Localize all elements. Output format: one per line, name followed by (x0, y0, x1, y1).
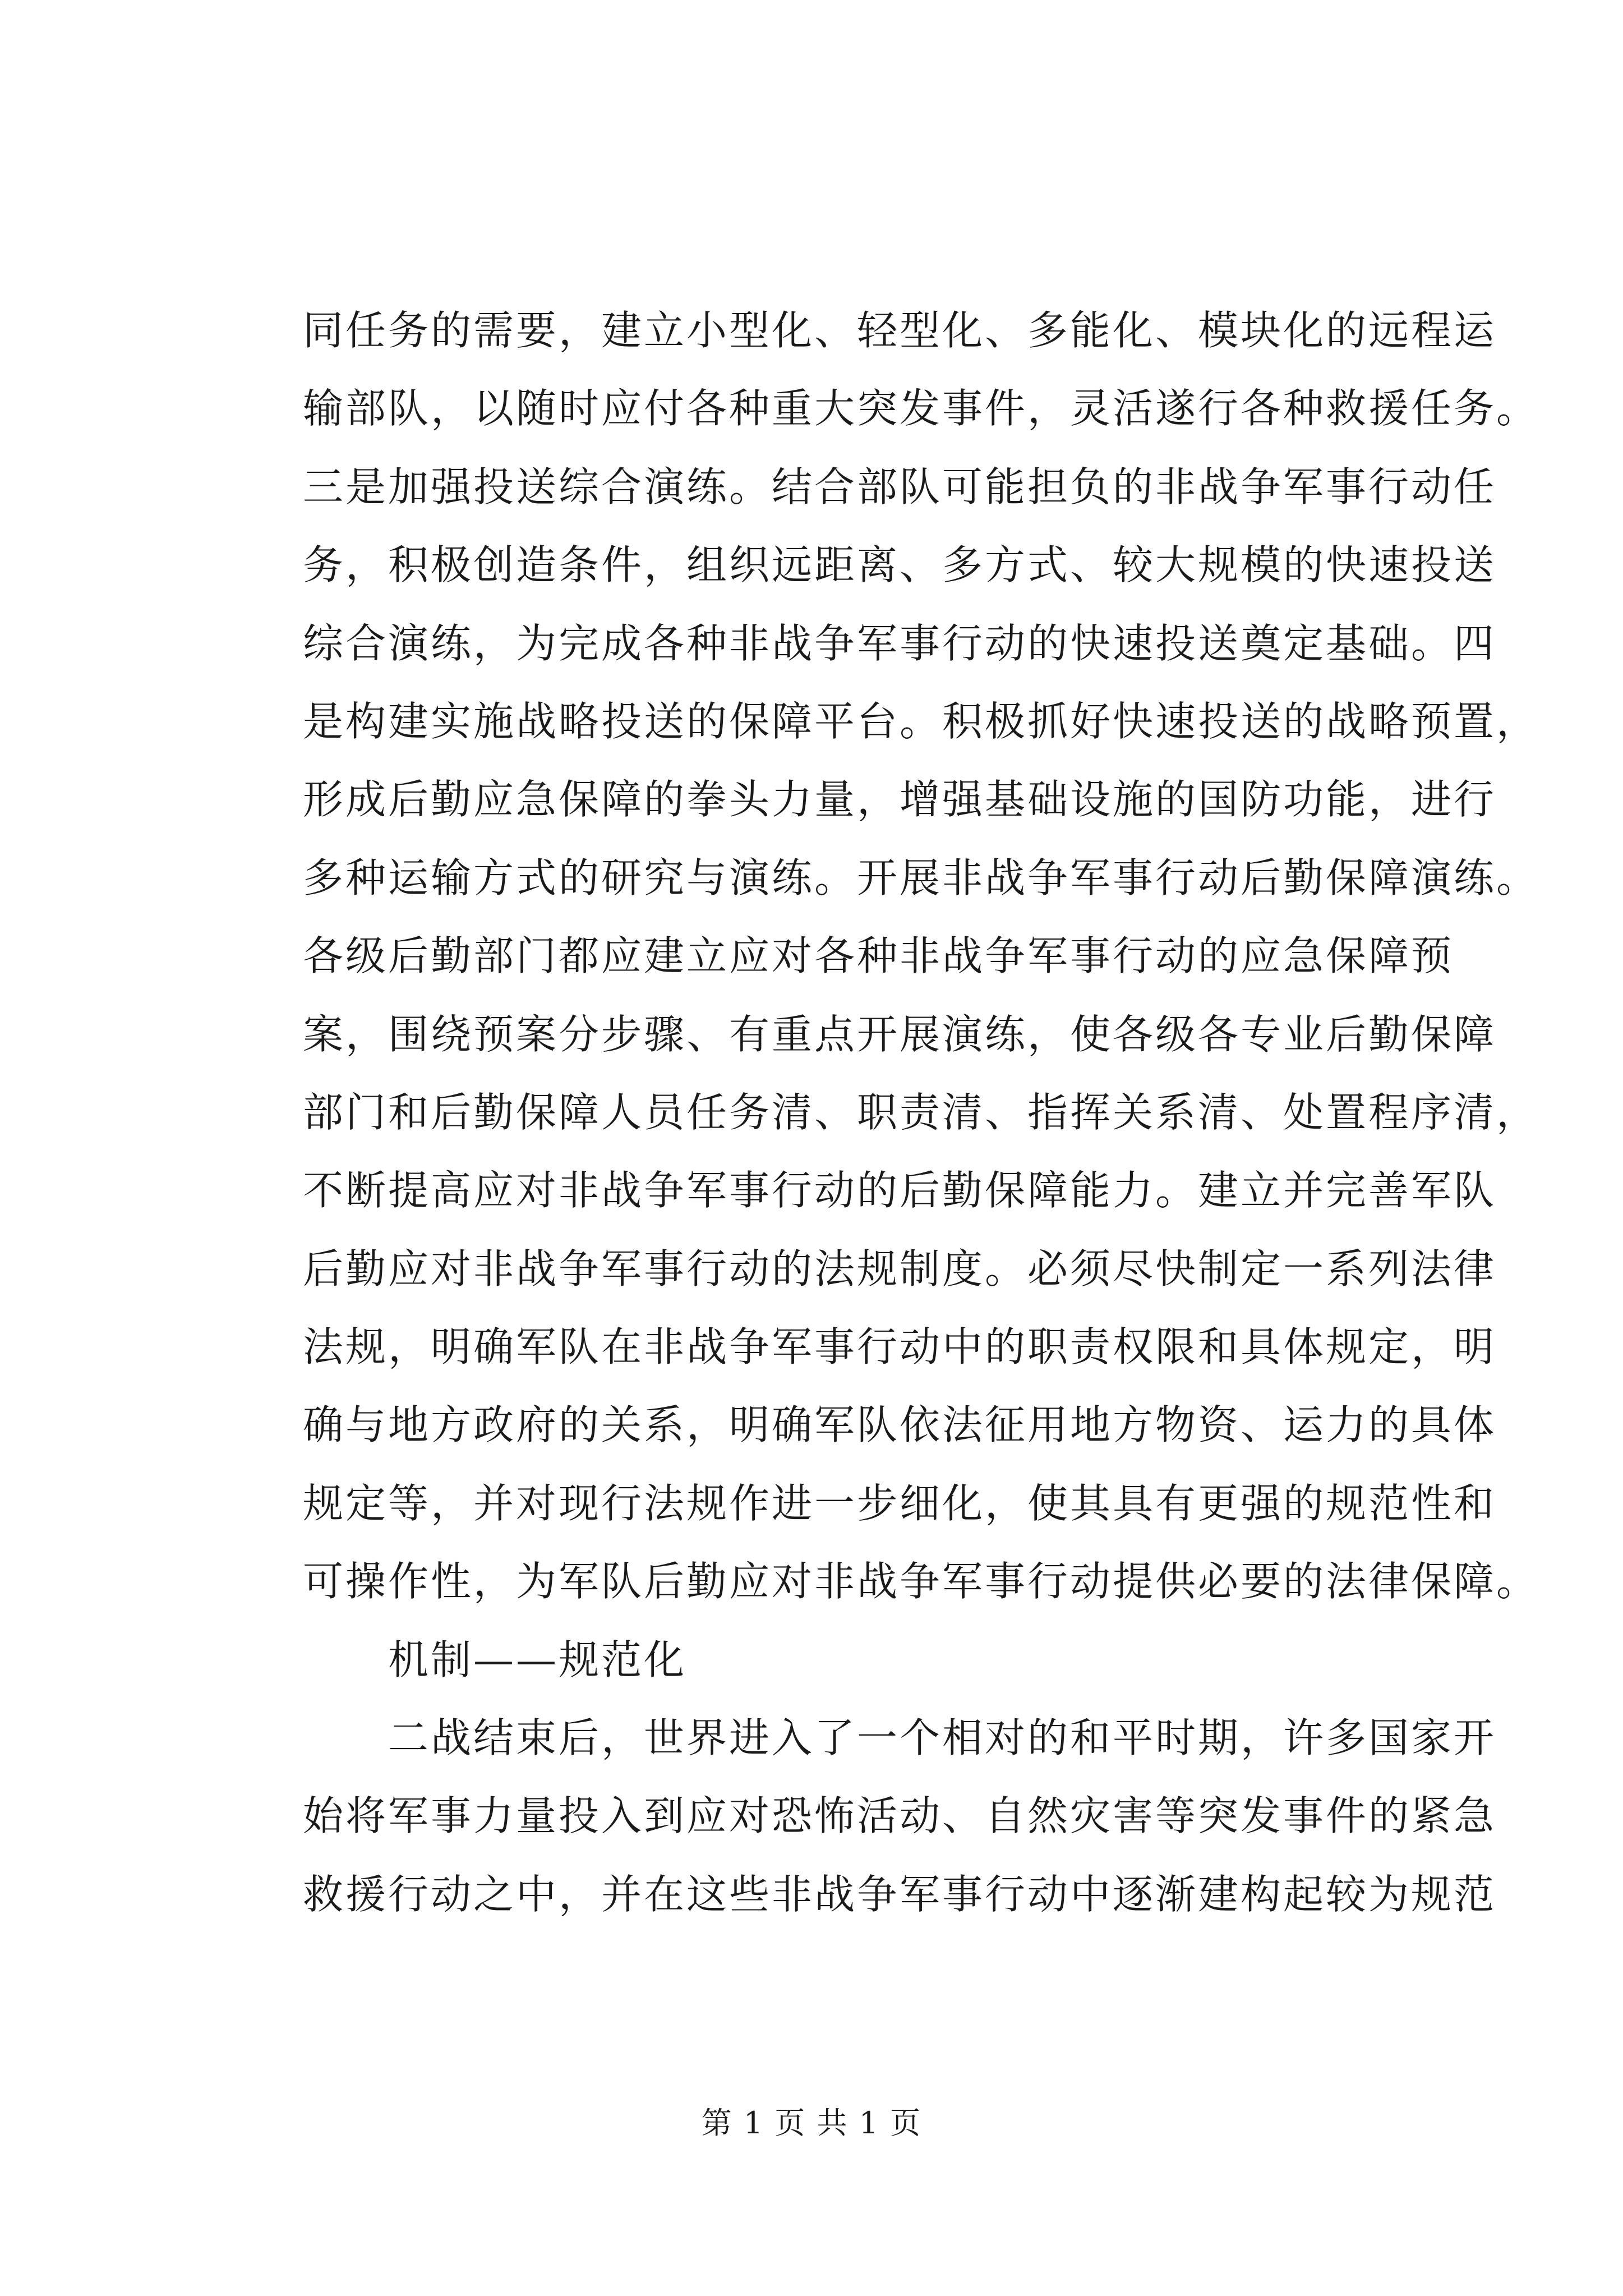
text-line-14: 法规，明确军队在非战争军事行动中的职责权限和具体规定，明 (303, 1323, 1497, 1371)
text-line-9: 各级后勤部门都应建立应对各种非战争军事行动的应急保障预 (303, 932, 1454, 980)
page-footer: 第 1 页 共 1 页 (701, 2105, 922, 2141)
paragraph2-line-1: 二战结束后，世界进入了一个相对的和平时期，许多国家开 (388, 1714, 1497, 1762)
text-line-4: 务，积极创造条件，组织远距离、多方式、较大规模的快速投送 (303, 541, 1497, 589)
text-line-10: 案，围绕预案分步骤、有重点开展演练，使各级各专业后勤保障 (303, 1010, 1497, 1058)
text-line-13: 后勤应对非战争军事行动的法规制度。必须尽快制定一系列法律 (303, 1245, 1497, 1292)
text-line-12: 不断提高应对非战争军事行动的后勤保障能力。建立并完善军队 (303, 1167, 1497, 1214)
text-line-5: 综合演练，为完成各种非战争军事行动的快速投送奠定基础。四 (303, 619, 1497, 667)
text-line-16: 规定等，并对现行法规作进一步细化，使其具有更强的规范性和 (303, 1479, 1497, 1527)
text-line-8: 多种运输方式的研究与演练。开展非战争军事行动后勤保障演练。 (303, 854, 1539, 901)
text-line-17: 可操作性，为军队后勤应对非战争军事行动提供必要的法律保障。 (303, 1558, 1539, 1605)
text-line-15: 确与地方政府的关系，明确军队依法征用地方物资、运力的具体 (303, 1401, 1497, 1449)
paragraph2-line-2: 始将军事力量投入到应对恐怖活动、自然灾害等突发事件的紧急 (303, 1792, 1497, 1840)
document-body (303, 292, 1539, 1934)
paragraph2-line-3: 救援行动之中，并在这些非战争军事行动中逐渐建构起较为规范 (303, 1870, 1497, 1918)
text-line-11: 部门和后勤保障人员任务清、职责清、指挥关系清、处置程序清， (303, 1088, 1539, 1136)
text-line-2: 输部队，以随时应付各种重大突发事件，灵活遂行各种救援任务。 (303, 385, 1539, 432)
text-line-1: 同任务的需要，建立小型化、轻型化、多能化、模块化的远程运 (303, 307, 1497, 354)
text-line-6: 是构建实施战略投送的保障平台。积极抓好快速投送的战略预置， (303, 697, 1539, 745)
text-line-3: 三是加强投送综合演练。结合部队可能担负的非战争军事行动任 (303, 463, 1497, 510)
section-heading: 机制——规范化 (388, 1636, 687, 1683)
text-line-7: 形成后勤应急保障的拳头力量，增强基础设施的国防功能，进行 (303, 776, 1497, 823)
